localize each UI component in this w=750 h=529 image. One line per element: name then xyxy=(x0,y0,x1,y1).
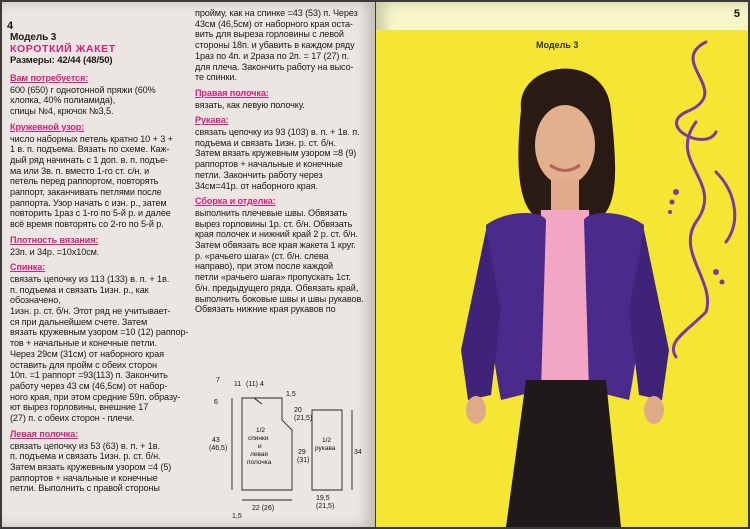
photo-model-label: Модель 3 xyxy=(536,40,579,50)
section-text: 600 (650) г однотонной пряжи (60% хлопка, 40% полиамида), спицы №4, крючок №3,5. xyxy=(10,84,156,117)
page-number-left: 4 xyxy=(7,20,14,32)
section-text: вязать, как левую полочку. xyxy=(195,99,305,110)
page-number-right: 5 xyxy=(733,8,740,20)
pattern-title: КОРОТКИЙ ЖАКЕТ xyxy=(10,43,116,55)
column-2 xyxy=(195,8,368,315)
dim-label: 1,5 xyxy=(232,513,242,520)
section-heading: Рукава: xyxy=(195,115,229,126)
dim-label: 6 xyxy=(214,399,218,406)
section-heading: Плотность вязания: xyxy=(10,234,99,245)
left-page xyxy=(2,2,375,527)
dim-label: (11) xyxy=(246,381,258,388)
dim-label: 22 (26) xyxy=(252,505,275,512)
section-text: выполнить плечевые швы. Обвязать вырез горловины 1р. ст. б/н. Обвязать края полочек и нижний край 2 р. ст. б/н. Затем обвязать все края жакета 1 круг. р. «рачьего шага» (ст. б/н. слева направо), при этом после каждой петли «рачьего шага» пропускать 1ст. б/н. предыдущего ряда. Обвязать край, выполнить боковые швы и швы рукавов. Обвязать нижние края рукавов по xyxy=(195,207,364,315)
section-heading: Спинка: xyxy=(10,262,46,273)
dim-label: (21,5) xyxy=(294,415,313,422)
dim-label: 1,5 xyxy=(286,391,296,398)
sizes: Размеры: 42/44 (48/50) xyxy=(10,55,113,66)
column-1 xyxy=(10,32,190,494)
dim-label: 7 xyxy=(216,377,220,384)
section-text: связать цепочку из 113 (133) в. п. + 1в. п. подъема и связать 1изн. р., как обозначено, 1изн. р. ст. б/н. Этот ряд не учитывает- ся при дальнейшем счете. Затем вязать кружевным узором =10 (12) раппор- тов + начальные и конечные петли. Через 29см (31см) от наборного края оставить для пройм с обеих сторон 10п. =1 раппорт =93(113) п. Закончить работу через 43 см (46,5см) от набор- ного края, при этом средние 59п. образу- ют вырез горловины, внешние 17 (27) п. с обеих сторон - плечи. xyxy=(10,273,189,424)
section-heading: Правая полочка: xyxy=(195,87,269,98)
part-label: 1/2 рукава xyxy=(315,437,336,452)
section-text: 23п. и 34р. =10х10см. xyxy=(10,246,100,257)
section-heading: Сборка и отделка: xyxy=(195,196,276,207)
dim-label: (46,5) xyxy=(209,445,228,452)
dim-label: 29 xyxy=(298,449,306,456)
section-heading: Левая полочка: xyxy=(10,428,79,439)
dim-label: (31) xyxy=(297,457,310,464)
dim-label: (21,5) xyxy=(316,503,335,510)
dim-label: 43 xyxy=(212,437,220,444)
back-outline xyxy=(242,398,292,490)
dim-label: 11 xyxy=(234,381,242,388)
dim-label: 4 xyxy=(260,381,264,388)
dim-label: 34 xyxy=(354,449,362,456)
pattern-schematic xyxy=(202,370,372,520)
section-text: связать цепочку из 93 (103) в. п. + 1в. п. подъема и связать 1изн. р. ст. б/н. Затем вязать кружевным узором =8 (9) раппортов + начальные и конечные петли. Закончить работу через 34см=41р. от наборного края. xyxy=(195,127,360,191)
model-photo xyxy=(446,50,684,527)
right-page xyxy=(376,2,748,527)
section-heading: Кружевной узор: xyxy=(10,121,85,132)
section-text: связать цепочку из 53 (63) в. п. + 1в. п. подъема и связать 1изн. р. ст. б/н. Затем вязать кружевным узором =4 (5) раппортов + начальные и конечные петли. Выполнить с правой стороны xyxy=(10,440,172,494)
section-heading: Вам потребуется: xyxy=(10,73,89,83)
dim-label: 19,5 xyxy=(316,495,330,502)
section-text: пройму, как на спинке =43 (53) п. Через 43см (46,5см) от наборного края оста- вить для выреза горловины с левой стороны 18п. и убавить в каждом ряду 1раз по 4п. и 2раза по 2п. = 17 (27) п. для плеча. Закончить работу на высо- те спинки. xyxy=(195,8,358,83)
dim-label: 20 xyxy=(294,407,302,414)
neck-line xyxy=(242,398,262,404)
model-label: Модель 3 xyxy=(10,32,57,43)
part-label: 1/2 спинки и левая полочка xyxy=(247,427,272,466)
section-text: число наборных петель кратно 10 + 3 + 1 в. п. подъема. Вязать по схеме. Каж- дый ряд начинать с 1 доп. в. п. подъе- ма или 3в. п. вместо 1-го ст. с/н. и петель перед раппортом, повторять раппорт, заканчивать петлями после раппорта. Узор начать с изн. р., затем повторить 1раз с 1-го по 5-й р. и далее всё время повторять со 2-го по 5-й р. xyxy=(10,133,173,230)
